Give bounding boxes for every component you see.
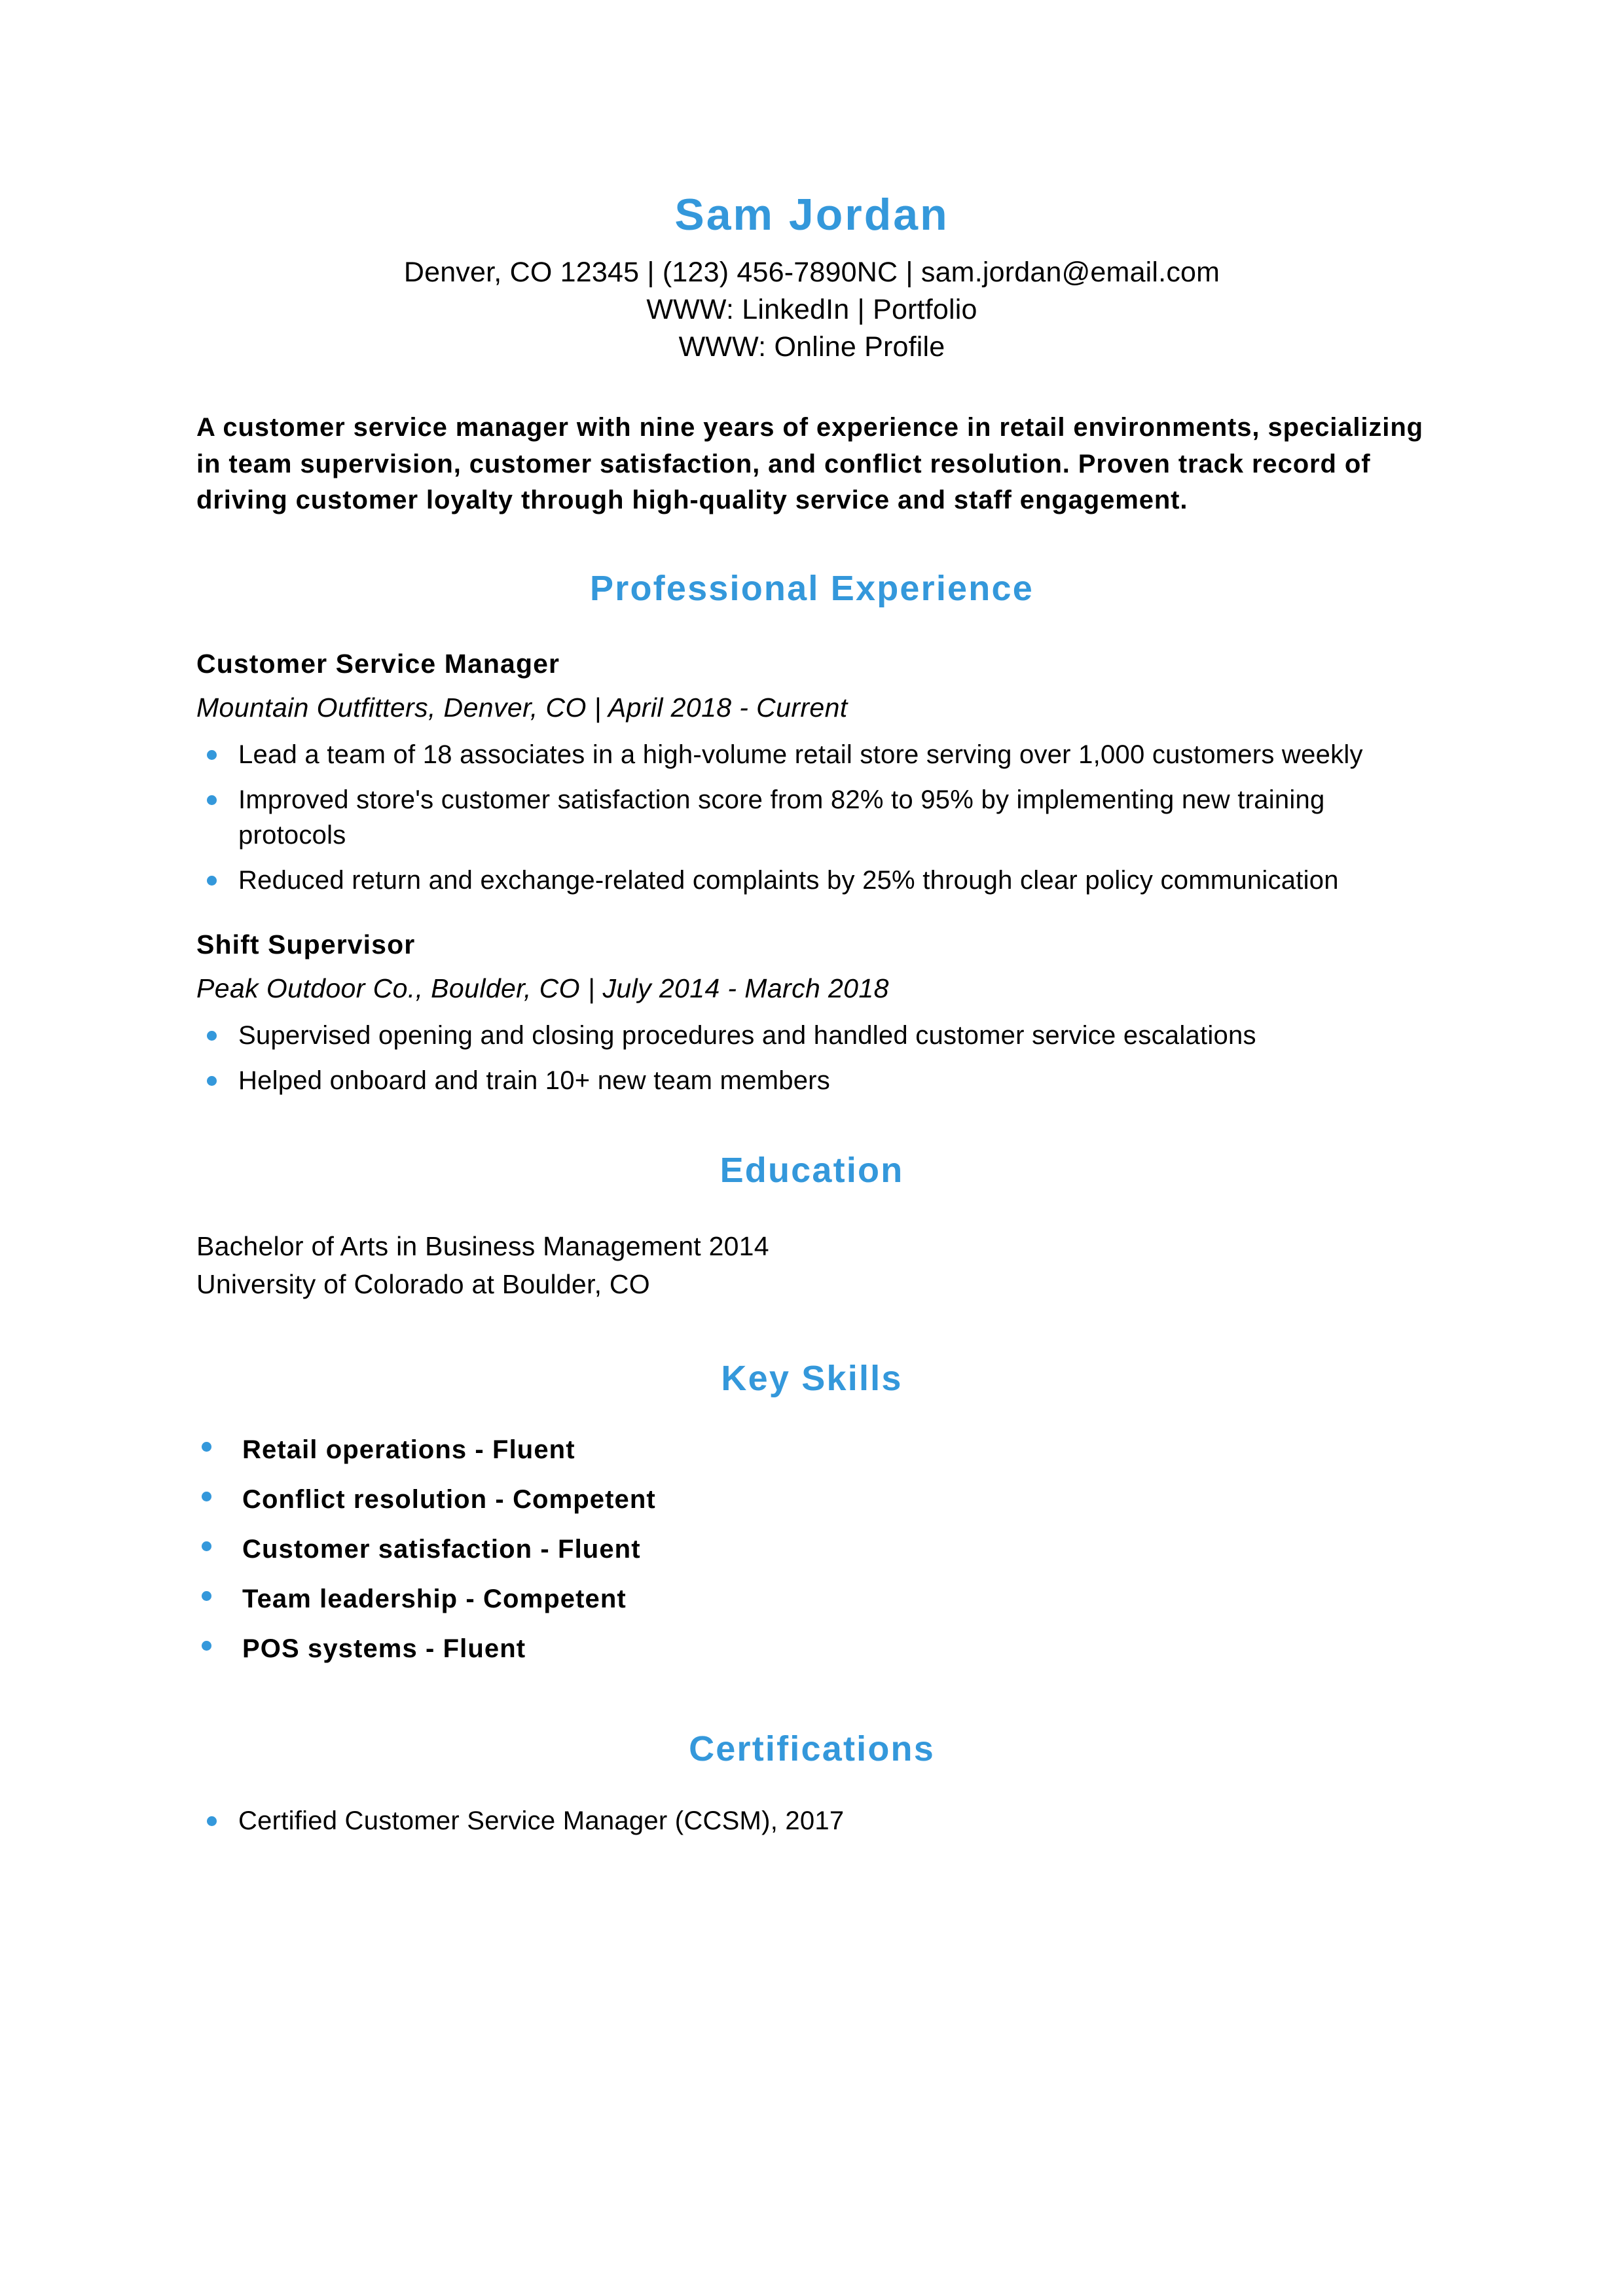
job-company-dates: Mountain Outfitters, Denver, CO | April 2018 - Current	[196, 692, 848, 723]
job-title: Customer Service Manager	[196, 649, 560, 679]
section-heading-education: Education	[720, 1150, 904, 1190]
bullet-text: Supervised opening and closing procedures and handled customer service escalations	[238, 1020, 1256, 1050]
bullet-dot-icon	[207, 750, 217, 760]
bullet-text: Helped onboard and train 10+ new team members	[238, 1066, 831, 1096]
skill-text: Retail operations - Fluent	[242, 1435, 575, 1465]
list-item	[196, 1064, 1427, 1099]
bullet-dot-icon	[207, 795, 217, 805]
section-heading-key-skills: Key Skills	[721, 1359, 903, 1399]
professional-summary: A customer service manager with nine years of experience in retail environments, specializing in team supervision, customer satisfaction, and conflict resolution. Proven track record of driving customer loyalty through high-quality service and staff engagement.	[196, 413, 1423, 514]
contact-line-links: WWW: LinkedIn | Portfolio	[646, 293, 977, 325]
experience-entry	[196, 647, 1427, 899]
list-item	[196, 1018, 1427, 1054]
bullet-text: Reduced return and exchange-related complaints by 25% through clear policy communication	[238, 866, 1339, 895]
contact-block	[196, 254, 1427, 365]
list-item	[196, 1632, 1427, 1666]
contact-line-address-phone-email: Denver, CO 12345 | (123) 456-7890NC | sam.jordan@email.com	[403, 257, 1220, 289]
certifications-list	[196, 1804, 1427, 1839]
skill-text: Team leadership - Competent	[242, 1585, 627, 1614]
key-skills-list	[196, 1433, 1427, 1666]
bullet-dot-icon	[202, 1492, 211, 1501]
bullet-dot-icon	[202, 1591, 211, 1601]
bullet-dot-icon	[202, 1641, 211, 1651]
list-item	[196, 783, 1427, 853]
bullet-dot-icon	[207, 1031, 217, 1041]
skill-text: Conflict resolution - Competent	[242, 1485, 656, 1515]
list-item	[196, 1482, 1427, 1516]
education-entry	[196, 1227, 1427, 1303]
candidate-name: Sam Jordan	[674, 190, 949, 240]
list-item	[196, 1433, 1427, 1467]
list-item	[196, 1582, 1427, 1616]
education-institution: University of Colorado at Boulder, CO	[196, 1269, 650, 1300]
skill-text: Customer satisfaction - Fluent	[242, 1535, 641, 1564]
resume-content	[196, 0, 1427, 1839]
section-heading-professional-experience: Professional Experience	[590, 568, 1034, 608]
job-title: Shift Supervisor	[196, 929, 416, 960]
list-item	[196, 738, 1427, 773]
bullet-text: Lead a team of 18 associates in a high-volume retail store serving over 1,000 customers weekly	[238, 740, 1363, 769]
bullet-dot-icon	[202, 1541, 211, 1551]
education-degree: Bachelor of Arts in Business Management 2014	[196, 1230, 769, 1261]
contact-line-online-profile: WWW: Online Profile	[678, 331, 945, 363]
bullet-dot-icon	[207, 1816, 217, 1826]
list-item	[196, 1804, 1427, 1839]
section-heading-certifications: Certifications	[689, 1729, 935, 1769]
list-item	[196, 863, 1427, 899]
job-bullet-list	[196, 1018, 1427, 1099]
job-company-dates: Peak Outdoor Co., Boulder, CO | July 2014 - March 2018	[196, 973, 889, 1004]
bullet-dot-icon	[207, 876, 217, 886]
certification-text: Certified Customer Service Manager (CCSM), 2017	[238, 1806, 845, 1835]
bullet-dot-icon	[202, 1442, 211, 1452]
list-item	[196, 1532, 1427, 1566]
bullet-text: Improved store's customer satisfaction score from 82% to 95% by implementing new training protocols	[238, 785, 1325, 850]
experience-entry	[196, 927, 1427, 1099]
skill-text: POS systems - Fluent	[242, 1634, 526, 1664]
bullet-dot-icon	[207, 1076, 217, 1086]
job-bullet-list	[196, 738, 1427, 899]
